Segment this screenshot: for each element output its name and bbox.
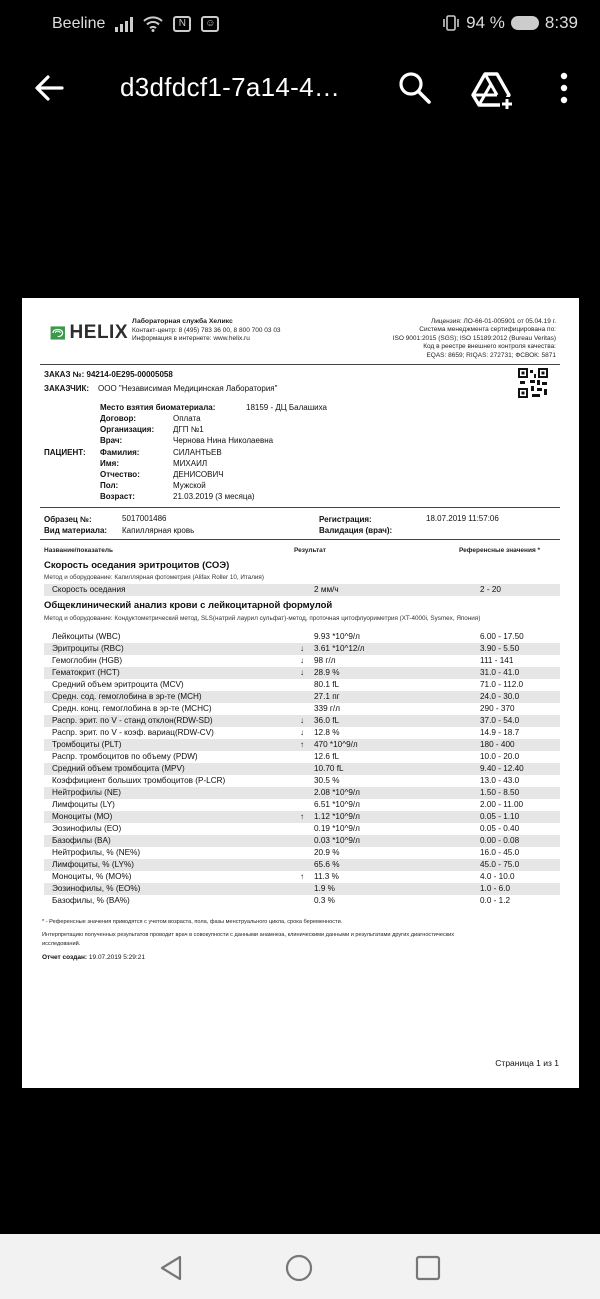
nav-home-icon[interactable]	[285, 1254, 313, 1282]
table-row	[44, 763, 560, 775]
reference-range: 3.90 - 5.50	[480, 644, 520, 653]
search-icon[interactable]	[395, 68, 435, 108]
test-name: Нейтрофилы, % (NE%)	[52, 848, 141, 857]
sex-label: Пол:	[100, 481, 119, 490]
footnote-reference: * - Референсные значения приводятся с учетом возраста, пола, фазы менструального цикла, срока беременности.	[42, 919, 343, 925]
test-result: 28.9 %	[314, 668, 340, 677]
lab-site: Информация в интернете: www.helix.ru	[132, 335, 250, 342]
test-name: Коэффициент больших тромбоцитов (P-LCR)	[52, 776, 226, 785]
report-created-label: Отчет создан:	[42, 954, 88, 961]
age-value: 21.03.2019 (3 месяца)	[173, 492, 255, 501]
flag-icon: ↓	[300, 728, 304, 737]
app-notification-icon: ☺	[201, 16, 219, 32]
test-name: Эозинофилы, % (EO%)	[52, 884, 141, 893]
reference-range: 1.0 - 6.0	[480, 884, 511, 893]
test-name: Распр. тромбоцитов по объему (PDW)	[52, 752, 198, 761]
test-result: 0.03 *10^9/л	[314, 836, 360, 845]
doc-header	[48, 318, 556, 363]
test-result: 27.1 пг	[314, 692, 340, 701]
table-row	[44, 727, 560, 739]
reference-range: 9.40 - 12.40	[480, 764, 524, 773]
place-label: Место взятия биоматериала:	[100, 403, 216, 412]
test-name: Эритроциты (RBC)	[52, 644, 124, 653]
test-result: 1.9 %	[314, 884, 335, 893]
test-result: 6.51 *10^9/л	[314, 800, 360, 809]
flag-icon: ↑	[300, 740, 304, 749]
org-label: Организация:	[100, 425, 155, 434]
org-value: ДГП №1	[173, 425, 204, 434]
contract-value: Оплата	[173, 414, 201, 423]
carrier-label: Beeline	[52, 15, 106, 32]
test-result: 11.3 %	[314, 872, 339, 881]
sex-value: Мужской	[173, 481, 206, 490]
nav-back-icon[interactable]	[158, 1254, 184, 1282]
table-row	[44, 691, 560, 703]
battery-icon	[511, 16, 539, 30]
vibrate-icon	[442, 15, 460, 31]
registration-value: 18.07.2019 11:57:06	[426, 514, 499, 523]
material-label: Вид материала:	[44, 526, 108, 535]
test-name: Распр. эрит. по V - коэф. вариац(RDW-CV)	[52, 728, 214, 737]
document-page[interactable]	[22, 298, 579, 1088]
test-result: 20.9 %	[314, 848, 340, 857]
reference-range: 111 - 141	[480, 656, 514, 665]
table-row	[44, 871, 560, 883]
test-name: Базофилы (BA)	[52, 836, 111, 845]
nfc-icon: N	[173, 16, 191, 32]
status-right	[442, 13, 578, 33]
test-name: Гематокрит (HCT)	[52, 668, 120, 677]
file-title: d3dfdcf1-7a14-4…	[120, 72, 341, 102]
test-name: Средний объем эритроцита (MCV)	[52, 680, 184, 689]
app-bar	[0, 48, 600, 128]
registration-label: Регистрация:	[319, 515, 372, 524]
license-info	[393, 318, 556, 360]
test-name: Средний объем тромбоцита (MPV)	[52, 764, 185, 773]
table-row	[44, 703, 560, 715]
reference-range: 6.00 - 17.50	[480, 632, 524, 641]
test-result: 98 г/л	[314, 656, 336, 665]
table-row	[44, 667, 560, 679]
sample-label: Образец №:	[44, 515, 92, 524]
signal-icon	[115, 16, 133, 32]
flag-icon: ↑	[300, 812, 304, 821]
test-name: Средн. конц. гемоглобина в эр-те (MCHC)	[52, 704, 212, 713]
validation-label: Валидация (врач):	[319, 526, 393, 535]
table-row	[44, 643, 560, 655]
test-name: Базофилы, % (BA%)	[52, 896, 130, 905]
reference-range: 14.9 - 18.7	[480, 728, 520, 737]
test-result: 2 мм/ч	[314, 585, 339, 594]
reference-range: 0.05 - 0.40	[480, 824, 520, 833]
flag-icon: ↓	[300, 668, 304, 677]
license-line: EQAS: 8659; RIQAS: 272731; ФСВОК: 5871	[426, 351, 556, 359]
divider	[40, 507, 560, 508]
flag-icon: ↓	[300, 656, 304, 665]
table-row	[44, 883, 560, 895]
nav-recent-icon[interactable]	[415, 1255, 441, 1281]
test-result: 10.70 fL	[314, 764, 344, 773]
order-number: ЗАКАЗ №: 94214-0E295-00005058	[44, 370, 173, 379]
reference-range: 16.0 - 45.0	[480, 848, 520, 857]
table-row	[44, 847, 560, 859]
table-row	[44, 631, 560, 643]
test-result: 339 г/л	[314, 704, 340, 713]
test-name: Распр. эрит. по V - станд отклон(RDW-SD)	[52, 716, 213, 725]
reference-range: 2.00 - 11.00	[480, 800, 524, 809]
reference-range: 0.00 - 0.08	[480, 836, 520, 845]
reference-range: 0.0 - 1.2	[480, 896, 511, 905]
test-name: Лимфоциты, % (LY%)	[52, 860, 135, 869]
flag-icon: ↑	[300, 872, 304, 881]
table-row	[44, 787, 560, 799]
more-vert-icon[interactable]	[550, 68, 578, 108]
table-row	[44, 715, 560, 727]
table-row	[44, 895, 560, 907]
table-row	[44, 655, 560, 667]
flag-icon: ↓	[300, 716, 304, 725]
customer-label: ЗАКАЗЧИК:	[44, 384, 90, 393]
test-result: 0.19 *10^9/л	[314, 824, 360, 833]
name-label: Имя:	[100, 459, 119, 468]
table-row	[44, 799, 560, 811]
lab-info	[132, 318, 281, 344]
footnote-interpretation: Интерпретацию полученных результатов проводит врач в совокупности с данными анамнеза, клиническими данными и результатами других диагностических исследований.	[42, 932, 455, 947]
license-line: Лицензия: ЛО-66-01-005901 от 05.04.19 г.	[430, 318, 556, 325]
flag-icon: ↓	[300, 644, 304, 653]
doctor-value: Чернова Нина Николаевна	[173, 436, 274, 445]
patronymic-label: Отчество:	[100, 470, 140, 479]
test-name: Моноциты, % (MO%)	[52, 872, 132, 881]
patronymic-value: ДЕНИСОВИЧ	[173, 470, 224, 479]
section-title-esr: Скорость оседания эритроцитов (СОЭ)	[44, 560, 230, 571]
qr-code-icon	[518, 368, 548, 398]
section-title-cbc: Общеклинический анализ крови с лейкоцитарной формулой	[44, 600, 333, 611]
test-result: 9.93 *10^9/л	[314, 632, 360, 641]
divider	[40, 539, 560, 540]
table-row	[44, 823, 560, 835]
table-row	[44, 584, 560, 596]
test-name: Скорость оседания	[52, 585, 126, 594]
doctor-label: Врач:	[100, 436, 123, 445]
drive-add-icon[interactable]	[470, 68, 514, 112]
license-line: Код в реестре внешнего контроля качества:	[423, 343, 556, 351]
report-created-date: 19.07.2019 5:29:21	[88, 954, 145, 961]
report-created	[42, 954, 145, 961]
battery-percent: 94 %	[466, 13, 505, 32]
surname-value: СИЛАНТЬЕВ	[173, 448, 222, 457]
lab-contact: Контакт-центр: 8 (495) 783 36 00, 8 800 700 03 03	[132, 326, 281, 334]
logo-text: HELIX	[69, 322, 128, 343]
section-method-cbc: Метод и оборудование: Кондуктометрический метод, SLS(натрий лаурил сульфат)-метод, проточная цитофлуориметрия (XT-4000i, Sysmex, Япония)	[44, 615, 481, 622]
contract-label: Договор:	[100, 414, 137, 423]
divider	[40, 364, 560, 365]
reference-range: 45.0 - 75.0	[480, 860, 520, 869]
status-left	[52, 15, 219, 33]
test-name: Средн. сод. гемоглобина в эр-те (MCH)	[52, 692, 202, 701]
test-result: 470 *10^9/л	[314, 740, 358, 749]
test-result: 65.6 %	[314, 860, 340, 869]
test-name: Лимфоциты (LY)	[52, 800, 115, 809]
test-result: 12.6 fL	[314, 752, 340, 761]
test-name: Тромбоциты (PLT)	[52, 740, 122, 749]
navigation-bar	[0, 1234, 600, 1299]
table-row	[44, 835, 560, 847]
table-row	[44, 751, 560, 763]
license-line: Система менеджмента сертифицирована по:	[419, 326, 556, 334]
reference-range: 31.0 - 41.0	[480, 668, 520, 677]
reference-range: 0.05 - 1.10	[480, 812, 520, 821]
test-result: 12.8 %	[314, 728, 340, 737]
sample-value: 5017001486	[122, 514, 167, 523]
test-name: Нейтрофилы (NE)	[52, 788, 121, 797]
wifi-icon	[143, 16, 163, 32]
reference-range: 71.0 - 112.0	[480, 680, 524, 689]
reference-range: 13.0 - 43.0	[480, 776, 520, 785]
license-line: ISO 9001:2015 (SGS); ISO 15189:2012 (Bureau Veritas)	[392, 334, 556, 342]
reference-range: 4.0 - 10.0	[480, 872, 515, 881]
test-result: 36.0 fL	[314, 716, 340, 725]
reference-range: 24.0 - 30.0	[480, 692, 520, 701]
page-number: Страница 1 из 1	[495, 1058, 559, 1068]
section-method-esr: Метод и оборудование: Капиллярная фотометрия (Alifax Roller 10, Италия)	[44, 574, 264, 581]
clock: 8:39	[544, 13, 578, 32]
test-result: 1.12 *10^9/л	[314, 812, 360, 821]
reference-range: 1.50 - 8.50	[480, 788, 520, 797]
table-row	[44, 859, 560, 871]
table-row	[44, 739, 560, 751]
reference-range: 290 - 370	[480, 704, 515, 713]
reference-range: 180 - 400	[480, 740, 515, 749]
back-arrow-icon[interactable]	[28, 68, 68, 108]
patient-label: ПАЦИЕНТ:	[44, 448, 86, 457]
test-name: Эозинофилы (EO)	[52, 824, 122, 833]
name-value: МИХАИЛ	[173, 459, 208, 468]
reference-range: 37.0 - 54.0	[480, 716, 520, 725]
material-value: Капиллярная кровь	[122, 526, 195, 535]
lab-name: Лабораторная служба Хеликс	[132, 318, 233, 325]
customer-value: ООО "Независимая Медицинская Лаборатория"	[98, 384, 278, 393]
place-value: 18159 - ДЦ Балашиха	[246, 403, 327, 412]
test-name: Гемоглобин (HGB)	[52, 656, 123, 665]
column-header-ref: Референсные значения *	[459, 547, 541, 554]
column-header-result: Результат	[294, 547, 326, 554]
helix-logo-icon	[50, 321, 66, 345]
table-row	[44, 679, 560, 691]
test-result: 0.3 %	[314, 896, 335, 905]
column-header-name: Название/показатель	[44, 547, 114, 554]
test-result: 80.1 fL	[314, 680, 340, 689]
helix-logo	[50, 320, 128, 346]
surname-label: Фамилия:	[100, 448, 140, 457]
test-name: Лейкоциты (WBC)	[52, 632, 121, 641]
table-row	[44, 811, 560, 823]
table-row	[44, 775, 560, 787]
test-name: Моноциты (MO)	[52, 812, 113, 821]
reference-range: 2 - 20	[480, 585, 501, 594]
reference-range: 10.0 - 20.0	[480, 752, 520, 761]
test-result: 3.61 *10^12/л	[314, 644, 365, 653]
status-bar	[0, 0, 600, 48]
test-result: 2.08 *10^9/л	[314, 788, 360, 797]
age-label: Возраст:	[100, 492, 135, 501]
test-result: 30.5 %	[314, 776, 340, 785]
